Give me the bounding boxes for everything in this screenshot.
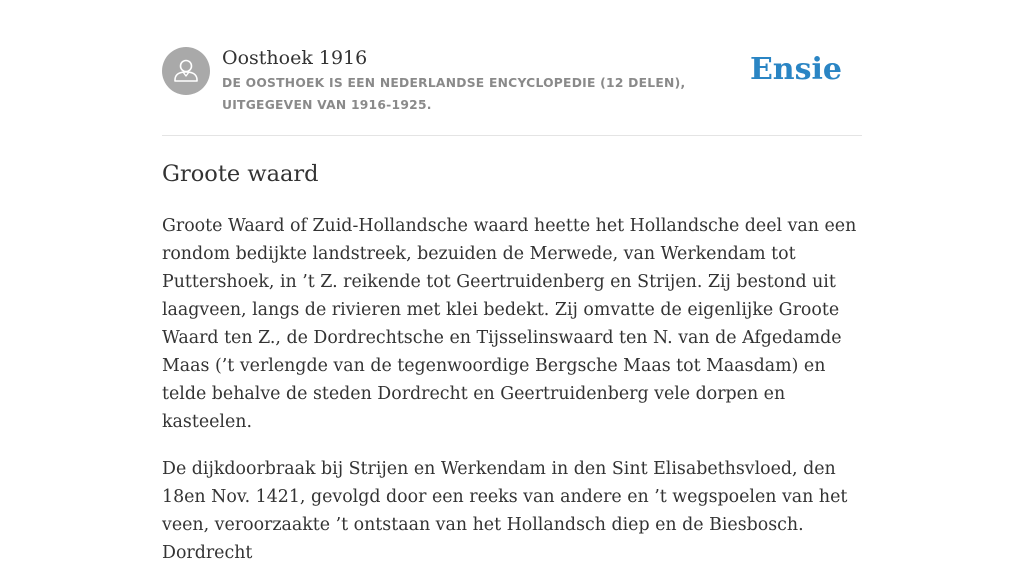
source-title[interactable]: Oosthoek 1916 [222,47,368,69]
header-divider [162,135,862,136]
ensie-logo[interactable]: Ensie [749,52,842,87]
article-paragraph-1: Groote Waard of Zuid-Hollandsche waard heette het Hollandsche deel van een rondom bedijkte landstreek, bezuiden de Merwede, van Werkendam tot Puttershoek, in ’t Z. reikende tot Geertruidenberg en Strijen. Zij bestond uit laagveen, langs de rivieren met klei bedekt. Zij omvatte de eigenlijke Groote Waard ten Z., de Dordrechtsche en Tijsselinswaard ten N. van de Afgedamde Maas (’t verlengde van de tegenwoordige Bergsche Maas tot Maasdam) en telde behalve de steden Dordrecht en Geertruidenberg vele dorpen en kasteelen. [162,216,857,432]
article-title: Groote waard [162,161,319,187]
article-body [162,212,862,586]
source-header [162,46,862,135]
source-avatar[interactable] [162,47,210,95]
article-paragraph-2: De dijkdoorbraak bij Strijen en Werkendam in den Sint Elisabethsvloed, den 18en Nov. 1421, gevolgd door een reeks van andere en ’t wegspoelen van het veen, veroorzaakte ’t ontstaan van het Hollandsch diep en de Biesbosch. Dordrecht [162,459,848,563]
source-description: DE OOSTHOEK IS EEN NEDERLANDSE ENCYCLOPEDIE (12 DELEN), UITGEGEVEN VAN 1916-1925. [222,76,686,112]
user-icon [162,47,210,95]
